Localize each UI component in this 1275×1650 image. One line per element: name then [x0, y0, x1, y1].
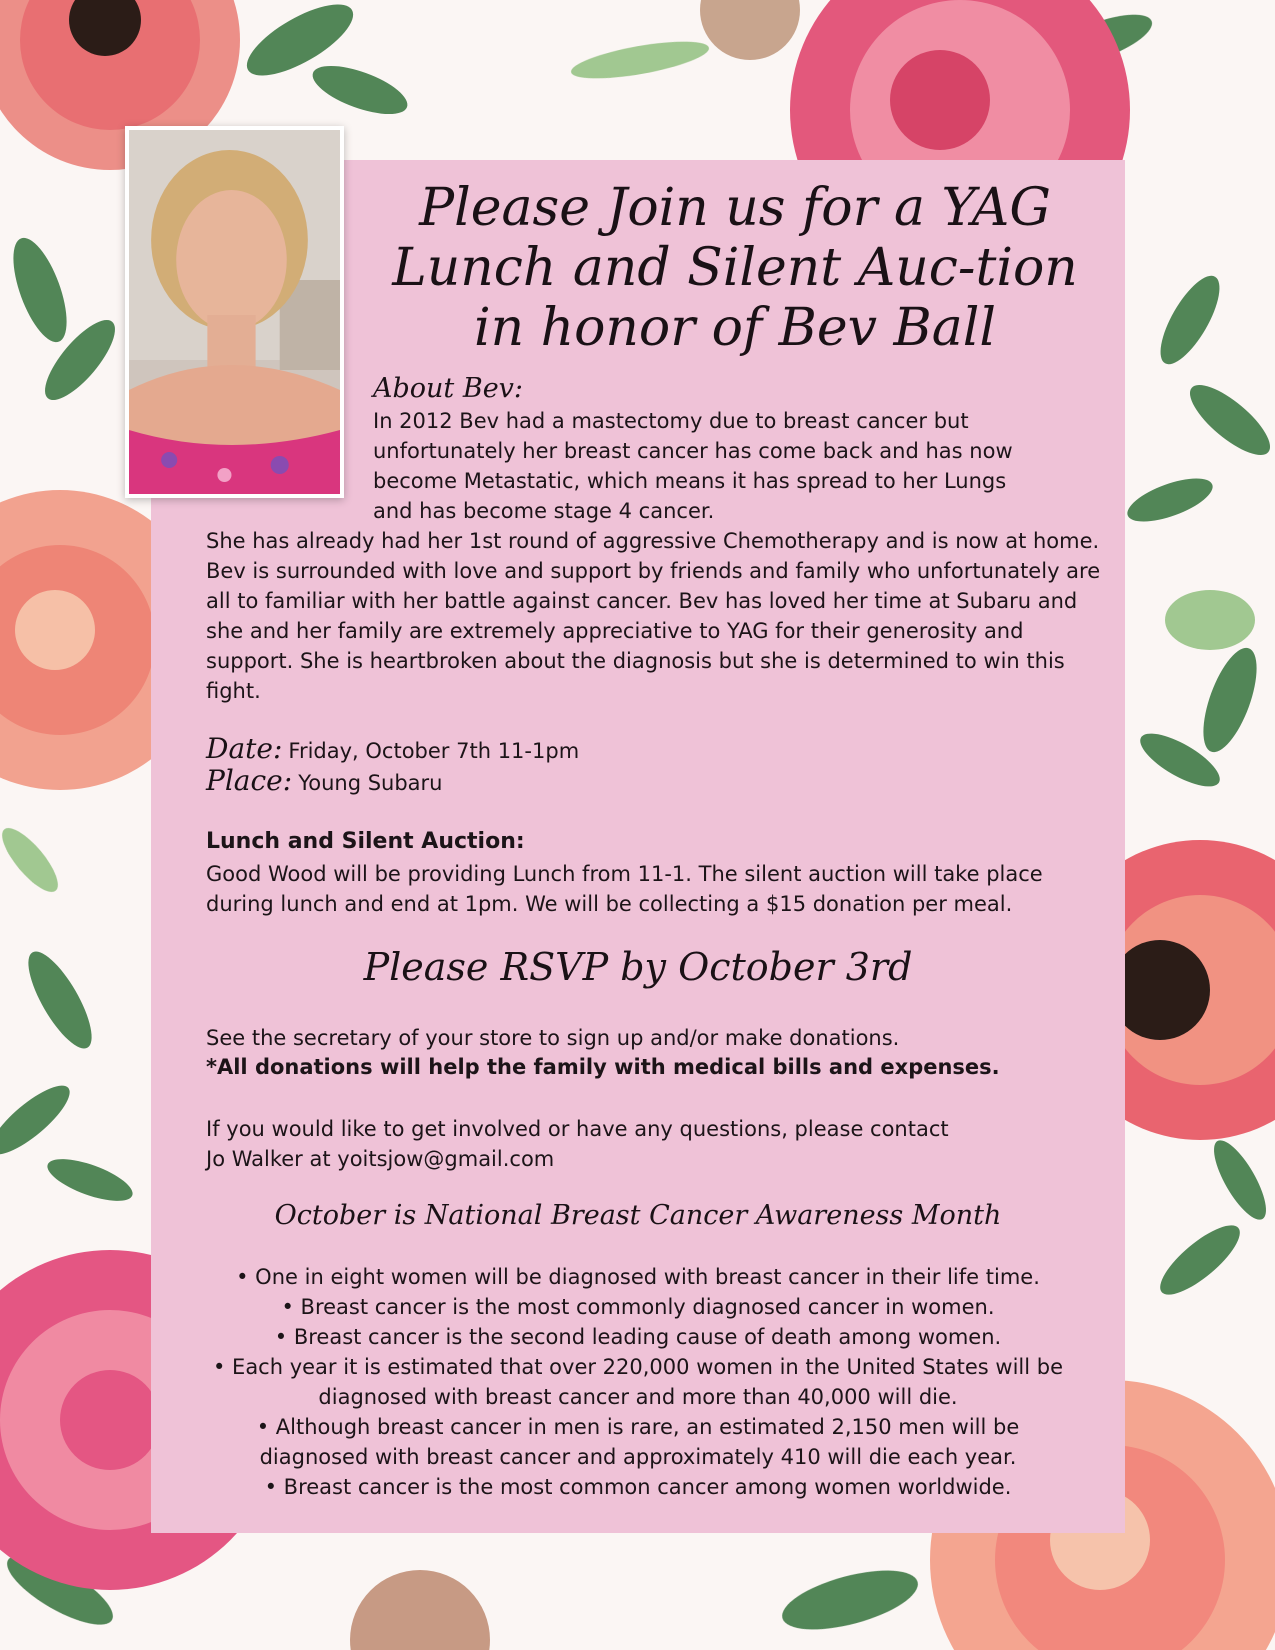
place-row — [206, 764, 442, 797]
lunch-heading: Lunch and Silent Auction: — [206, 829, 525, 854]
fact-item: • One in eight women will be diagnosed with breast cancer in their life time. — [236, 1265, 1040, 1289]
date-label: Date: — [206, 732, 283, 765]
contact-line-1: If you would like to get involved or have any questions, please contact — [206, 1117, 949, 1141]
date-row — [206, 732, 579, 765]
signup-text: See the secretary of your store to sign up and/or make donations. — [206, 1026, 900, 1050]
lunch-text: Good Wood will be providing Lunch from 11-1. The silent auction will take place during lunch and end at 1pm. We will be collecting a $15 donation per meal. — [206, 862, 1043, 916]
place-value: Young Subaru — [298, 771, 443, 795]
rsvp-heading: Please RSVP by October 3rd — [363, 945, 913, 989]
invitation-title: Please Join us for a YAG Lunch and Silent Auc-tion in honor of Bev Ball — [392, 178, 1078, 358]
facts-list — [151, 1262, 1125, 1502]
about-intro: In 2012 Bev had a mastectomy due to breast cancer but unfortunately her breast cancer has come back and has now become Metastatic, which means it has spread to her Lungs and has become stage 4 cancer. — [373, 409, 1013, 523]
fact-item: • Although breast cancer in men is rare, an estimated 2,150 men will be diagnosed with breast cancer and approximately 410 will die each year. — [256, 1415, 1020, 1469]
date-value: Friday, October 7th 11-1pm — [288, 739, 580, 763]
place-label: Place: — [206, 764, 293, 797]
fact-item: • Breast cancer is the most common cancer among women worldwide. — [264, 1475, 1012, 1499]
contact-line-2: Jo Walker at yoitsjow@gmail.com — [206, 1147, 555, 1171]
contact-block — [206, 1114, 1106, 1174]
about-paragraph: She has already had her 1st round of aggressive Chemotherapy and is now at home. Bev is surrounded with love and support by friends and family who unfortunately are all to familiar with her battle against cancer. Bev has loved her time at Subaru and she and her family are extremely appreciative to YAG for their generosity and support. She is heartbroken about the diagnosis but she is determined to win this fight. — [206, 529, 1101, 703]
fact-item: • Each year it is estimated that over 220,000 women in the United States will be diagnosed with breast cancer and more than 40,000 will die. — [212, 1355, 1064, 1409]
donation-note: *All donations will help the family with medical bills and expenses. — [206, 1055, 1000, 1079]
bev-photo — [125, 126, 344, 498]
fact-item: • Breast cancer is the second leading cause of death among women. — [274, 1325, 1002, 1349]
awareness-heading: October is National Breast Cancer Awareness Month — [274, 1200, 1002, 1231]
fact-item: • Breast cancer is the most commonly diagnosed cancer in women. — [281, 1295, 995, 1319]
about-label: About Bev: — [373, 373, 524, 404]
